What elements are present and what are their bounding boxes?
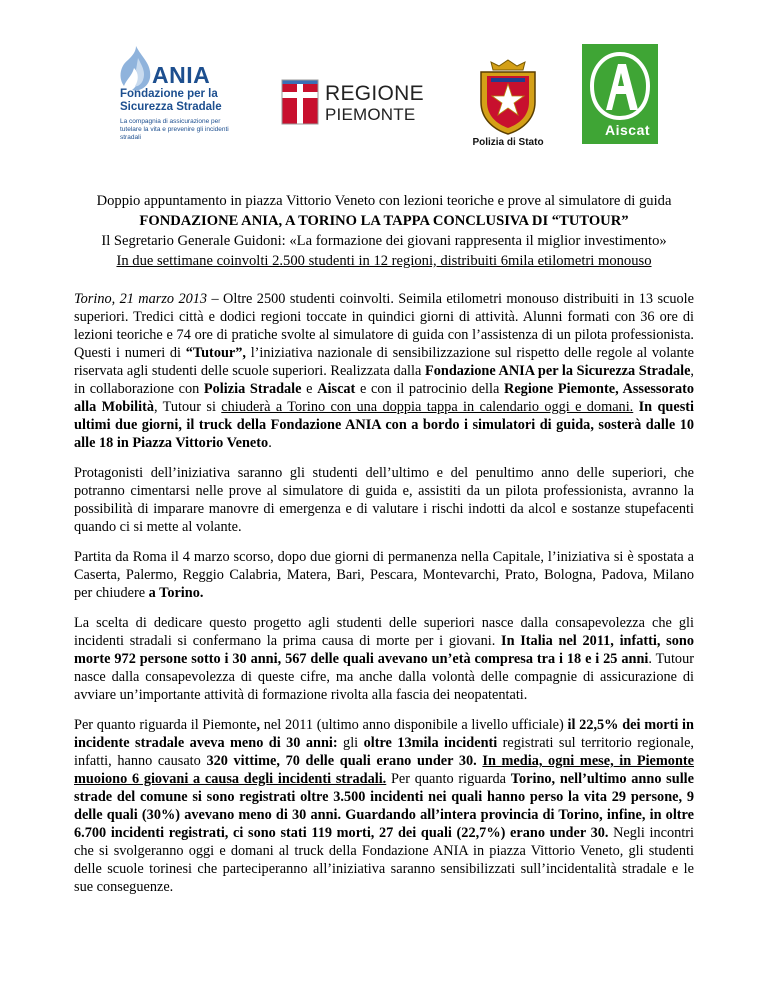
- article-header: [60, 191, 708, 271]
- header-quote: Il Segretario Generale Guidoni: «La formazione dei giovani rappresenta il miglior investimento»: [101, 233, 667, 249]
- article-body: [74, 290, 694, 908]
- paragraph-3: Partita da Roma il 4 marzo scorso, dopo due giorni di permanenza nella Capitale, l’iniziativa si è spostata a Caserta, Palermo, Reggio Calabria, Matera, Bari, Pescara, Montevarchi, Prato, Bologna, Padova, Milano per chiudere a Torino.: [74, 549, 694, 601]
- piemonte-word: PIEMONTE: [325, 105, 416, 124]
- paragraph-5: Per quanto riguarda il Piemonte, nel 2011 (ultimo anno disponibile a livello ufficiale) il 22,5% dei morti in incidente stradale aveva meno di 30 anni: gli oltre 13mila incidenti registrati sul territorio regionale, infatti, hanno causato 320 vittime, 70 delle quali erano under 30. In media, ogni mese, in Piemonte muoiono 6 giovani a causa degli incidenti stradali. Per quanto riguarda Torino, nell’ultimo anno sulle strade del comune si sono registrati oltre 3.500 incidenti nei quali hanno perso la vita 29 persone, 9 delle quali (30%) avevano meno di 30 anni. Guardando all’intera provincia di Torino, infine, in oltre 6.700 incidenti registrati, ci sono stati 119 morti, 27 dei quali (22,7%) erano under 30. Negli incontri che si svolgeranno oggi e domani al truck della Fondazione ANIA in piazza Vittorio Veneto, gli studenti delle scuole torinesi che parteciperanno all’iniziativa saranno sensibilizzati sull’incidentalità stradale e le sue conseguenze.: [74, 717, 695, 895]
- ania-logo: [112, 44, 247, 144]
- logo-bar: [0, 40, 768, 170]
- ania-wordmark: ANIA: [152, 62, 211, 88]
- dateline: Torino, 21 marzo 2013: [74, 291, 208, 307]
- aiscat-logo: [578, 40, 662, 148]
- ania-tagline: La compagnia di assicurazione per tutelare la vita e prevenire gli incidenti stradali: [120, 118, 229, 141]
- polizia-label: Polizia di Stato: [472, 137, 544, 148]
- piemonte-flag-icon: [280, 78, 320, 126]
- ania-flame-icon: [116, 44, 156, 94]
- polizia-di-stato-logo: [467, 58, 547, 153]
- paragraph-4: La scelta di dedicare questo progetto agli studenti delle superiori nasce dalla consapevolezza che gli incidenti stradali si confermano la prima causa di morte per i giovani. In Italia nel 2011, infatti, sono morte 972 persone sotto i 30 anni, 567 delle quali avevano un’età compresa tra i 18 e i 25 anni. Tutour nasce dalla consapevolezza di queste cifre, ma anche dalla volontà delle compagnie di assicurazione di avviare un’importante attività di formazione rivolta alla fascia dei neopatentati.: [74, 615, 694, 703]
- regione-word: REGIONE: [325, 82, 424, 105]
- header-summary: In due settimane coinvolti 2.500 studenti in 12 regioni, distribuiti 6mila etilometri monouso: [116, 253, 652, 269]
- header-kicker: Doppio appuntamento in piazza Vittorio Veneto con lezioni teoriche e prove al simulatore di guida: [96, 193, 672, 209]
- ania-subtitle: Fondazione per la Sicurezza Stradale: [120, 88, 222, 113]
- polizia-crest-icon: [467, 58, 549, 136]
- aiscat-wordmark: Aiscat: [605, 122, 651, 138]
- paragraph-2: Protagonisti dell’iniziativa saranno gli studenti dell’ultimo e del penultimo anno delle superiori, che potranno cimentarsi nelle prove al simulatore di guida e, assistiti da un pilota professionista, avranno la possibilità di imparare manovre di emergenza e di valutare i rischi indotti da alcol e sostanze stupefacenti quando ci si mette al volante.: [74, 465, 694, 535]
- headline: FONDAZIONE ANIA, A TORINO LA TAPPA CONCLUSIVA DI “TUTOUR”: [139, 213, 629, 229]
- regione-piemonte-logo: [280, 78, 425, 128]
- paragraph-1: Torino, 21 marzo 2013 – Oltre 2500 studenti coinvolti. Seimila etilometri monouso distribuiti in 13 scuole superiori. Tredici città e dodici regioni toccate in quindici giorni di attività. Alunni formati con 36 ore di lezioni teoriche e 74 ore di pratiche svolte al simulatore di guida con l’assistenza di un pilota professionista. Questi i numeri di “Tutour”, l’iniziativa nazionale di sensibilizzazione sul rispetto delle regole al volante riservata agli studenti delle scuole superiori. Realizzata dalla Fondazione ANIA per la Sicurezza Stradale, in collaborazione con Polizia Stradale e Aiscat e con il patrocinio della Regione Piemonte, Assessorato alla Mobilità, Tutour si chiuderà a Torino con una doppia tappa in calendario oggi e domani. In questi ultimi due giorni, il truck della Fondazione ANIA con a bordo i simulatori di guida, sosterà dalle 10 alle 18 in Piazza Vittorio Veneto.: [74, 291, 695, 451]
